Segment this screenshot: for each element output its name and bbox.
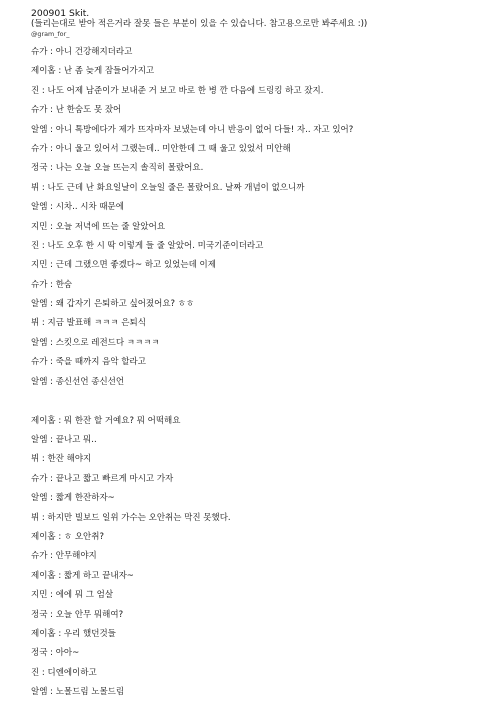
dialogue-line: 알엠 : 스킷으로 레전드다 ㅋㅋㅋㅋ — [31, 337, 160, 348]
dialogue-line: 뷔 : 지금 발표해 ㅋㅋㅋ 은퇴식 — [31, 318, 146, 329]
document-title: 200901 Skit. — [31, 8, 90, 19]
dialogue-line: 알엠 : 노몰드림 노몰드림 — [31, 687, 125, 698]
dialogue-line: 뷔 : 한잔 해야지 — [31, 454, 92, 465]
dialogue-line: 슈가 : 아니 울고 있어서 그랬는데.. 미안한데 그 때 울고 있었서 미안해 — [31, 143, 291, 154]
dialogue-line: 슈가 : 죽을 때까지 음악 할라고 — [31, 357, 146, 368]
section-spacer — [31, 392, 471, 412]
dialogue-line: 정국 : 나는 오늘 오늘 뜨는지 솔직히 몰랐어요. — [31, 163, 204, 174]
dialogue-line: 제이홉 : ㅎ 오안취? — [31, 531, 104, 542]
dialogue-line: 제이홉 : 난 좀 늦게 잠들어가지고 — [31, 66, 155, 77]
dialogue-line: 슈가 : 끝나고 짧고 빠르게 마시고 가자 — [31, 473, 174, 484]
dialogue-line: 슈가 : 아니 건강해지더라고 — [31, 47, 133, 57]
dialogue-line: 지민 : 에에 뭐 그 엄살 — [31, 590, 114, 601]
dialogue-line: 진 : 나도 오후 한 시 딱 이렇게 들 줄 알았어. 미국기준이더라고 — [31, 240, 264, 251]
dialogue-line: 지민 : 근데 그랬으면 좋겠다~ 하고 있었는데 이제 — [31, 260, 216, 271]
dialogue-line: 정국 : 오늘 안무 뭐해여? — [31, 609, 124, 620]
dialogue-line: 슈가 : 안무해야지 — [31, 551, 97, 562]
dialogue-line: 알엠 : 아니 톡방에다가 제가 뜨자마자 보냈는데 아니 반응이 없어 다들! 자.. 자고 있어? — [31, 124, 354, 135]
dialogue-line: 뷔 : 나도 근데 난 화요일날이 오늘일 줄은 몰랐어요. 날짜 개념이 없으니까 — [31, 182, 305, 193]
transcript-document — [31, 8, 471, 702]
transcript-part-2 — [31, 412, 471, 703]
dialogue-line: 알엠 : 짧게 한잔하자~ — [31, 493, 115, 504]
dialogue-line: 제이홉 : 짧게 하고 끝내자~ — [31, 570, 134, 581]
dialogue-line: 알엠 : 왜 갑자기 은퇴하고 싶어졌어요? ㅎㅎ — [31, 299, 195, 310]
disclaimer-note: (들리는대로 받아 적은거라 잘못 들은 부분이 있을 수 있습니다. 참고용으로만 봐주세요 :)) — [31, 19, 368, 29]
dialogue-line: 알엠 : 시차.. 시차 때문에 — [31, 202, 124, 213]
transcript-part-1 — [31, 43, 471, 392]
dialogue-line: 슈가 : 한숨 — [31, 279, 73, 290]
dialogue-line: 뷔 : 하지만 빌보드 일위 가수는 오안취는 막진 못했다. — [31, 512, 231, 523]
dialogue-line: 알엠 : 끝나고 뭐.. — [31, 435, 97, 446]
dialogue-line: 슈가 : 난 한숨도 못 잤어 — [31, 105, 122, 116]
dialogue-line: 제이홉 : 우리 했던것들 — [31, 628, 116, 639]
dialogue-line: 지민 : 오늘 저녁에 뜨는 줄 알았어요 — [31, 221, 166, 232]
dialogue-line: 알엠 : 종신선언 종신선언 — [31, 376, 125, 387]
dialogue-line: 진 : 디엔에이하고 — [31, 667, 97, 678]
dialogue-line: 정국 : 아아~ — [31, 648, 80, 659]
author-credit: @gram_for_ — [31, 30, 70, 38]
dialogue-line: 진 : 나도 어제 남준이가 보내준 거 보고 바로 한 병 깐 다음에 드링킹 하고 잤지. — [31, 85, 324, 96]
dialogue-line: 제이홉 : 뭐 한잔 할 거예요? 뭐 어떡해요 — [31, 415, 181, 426]
